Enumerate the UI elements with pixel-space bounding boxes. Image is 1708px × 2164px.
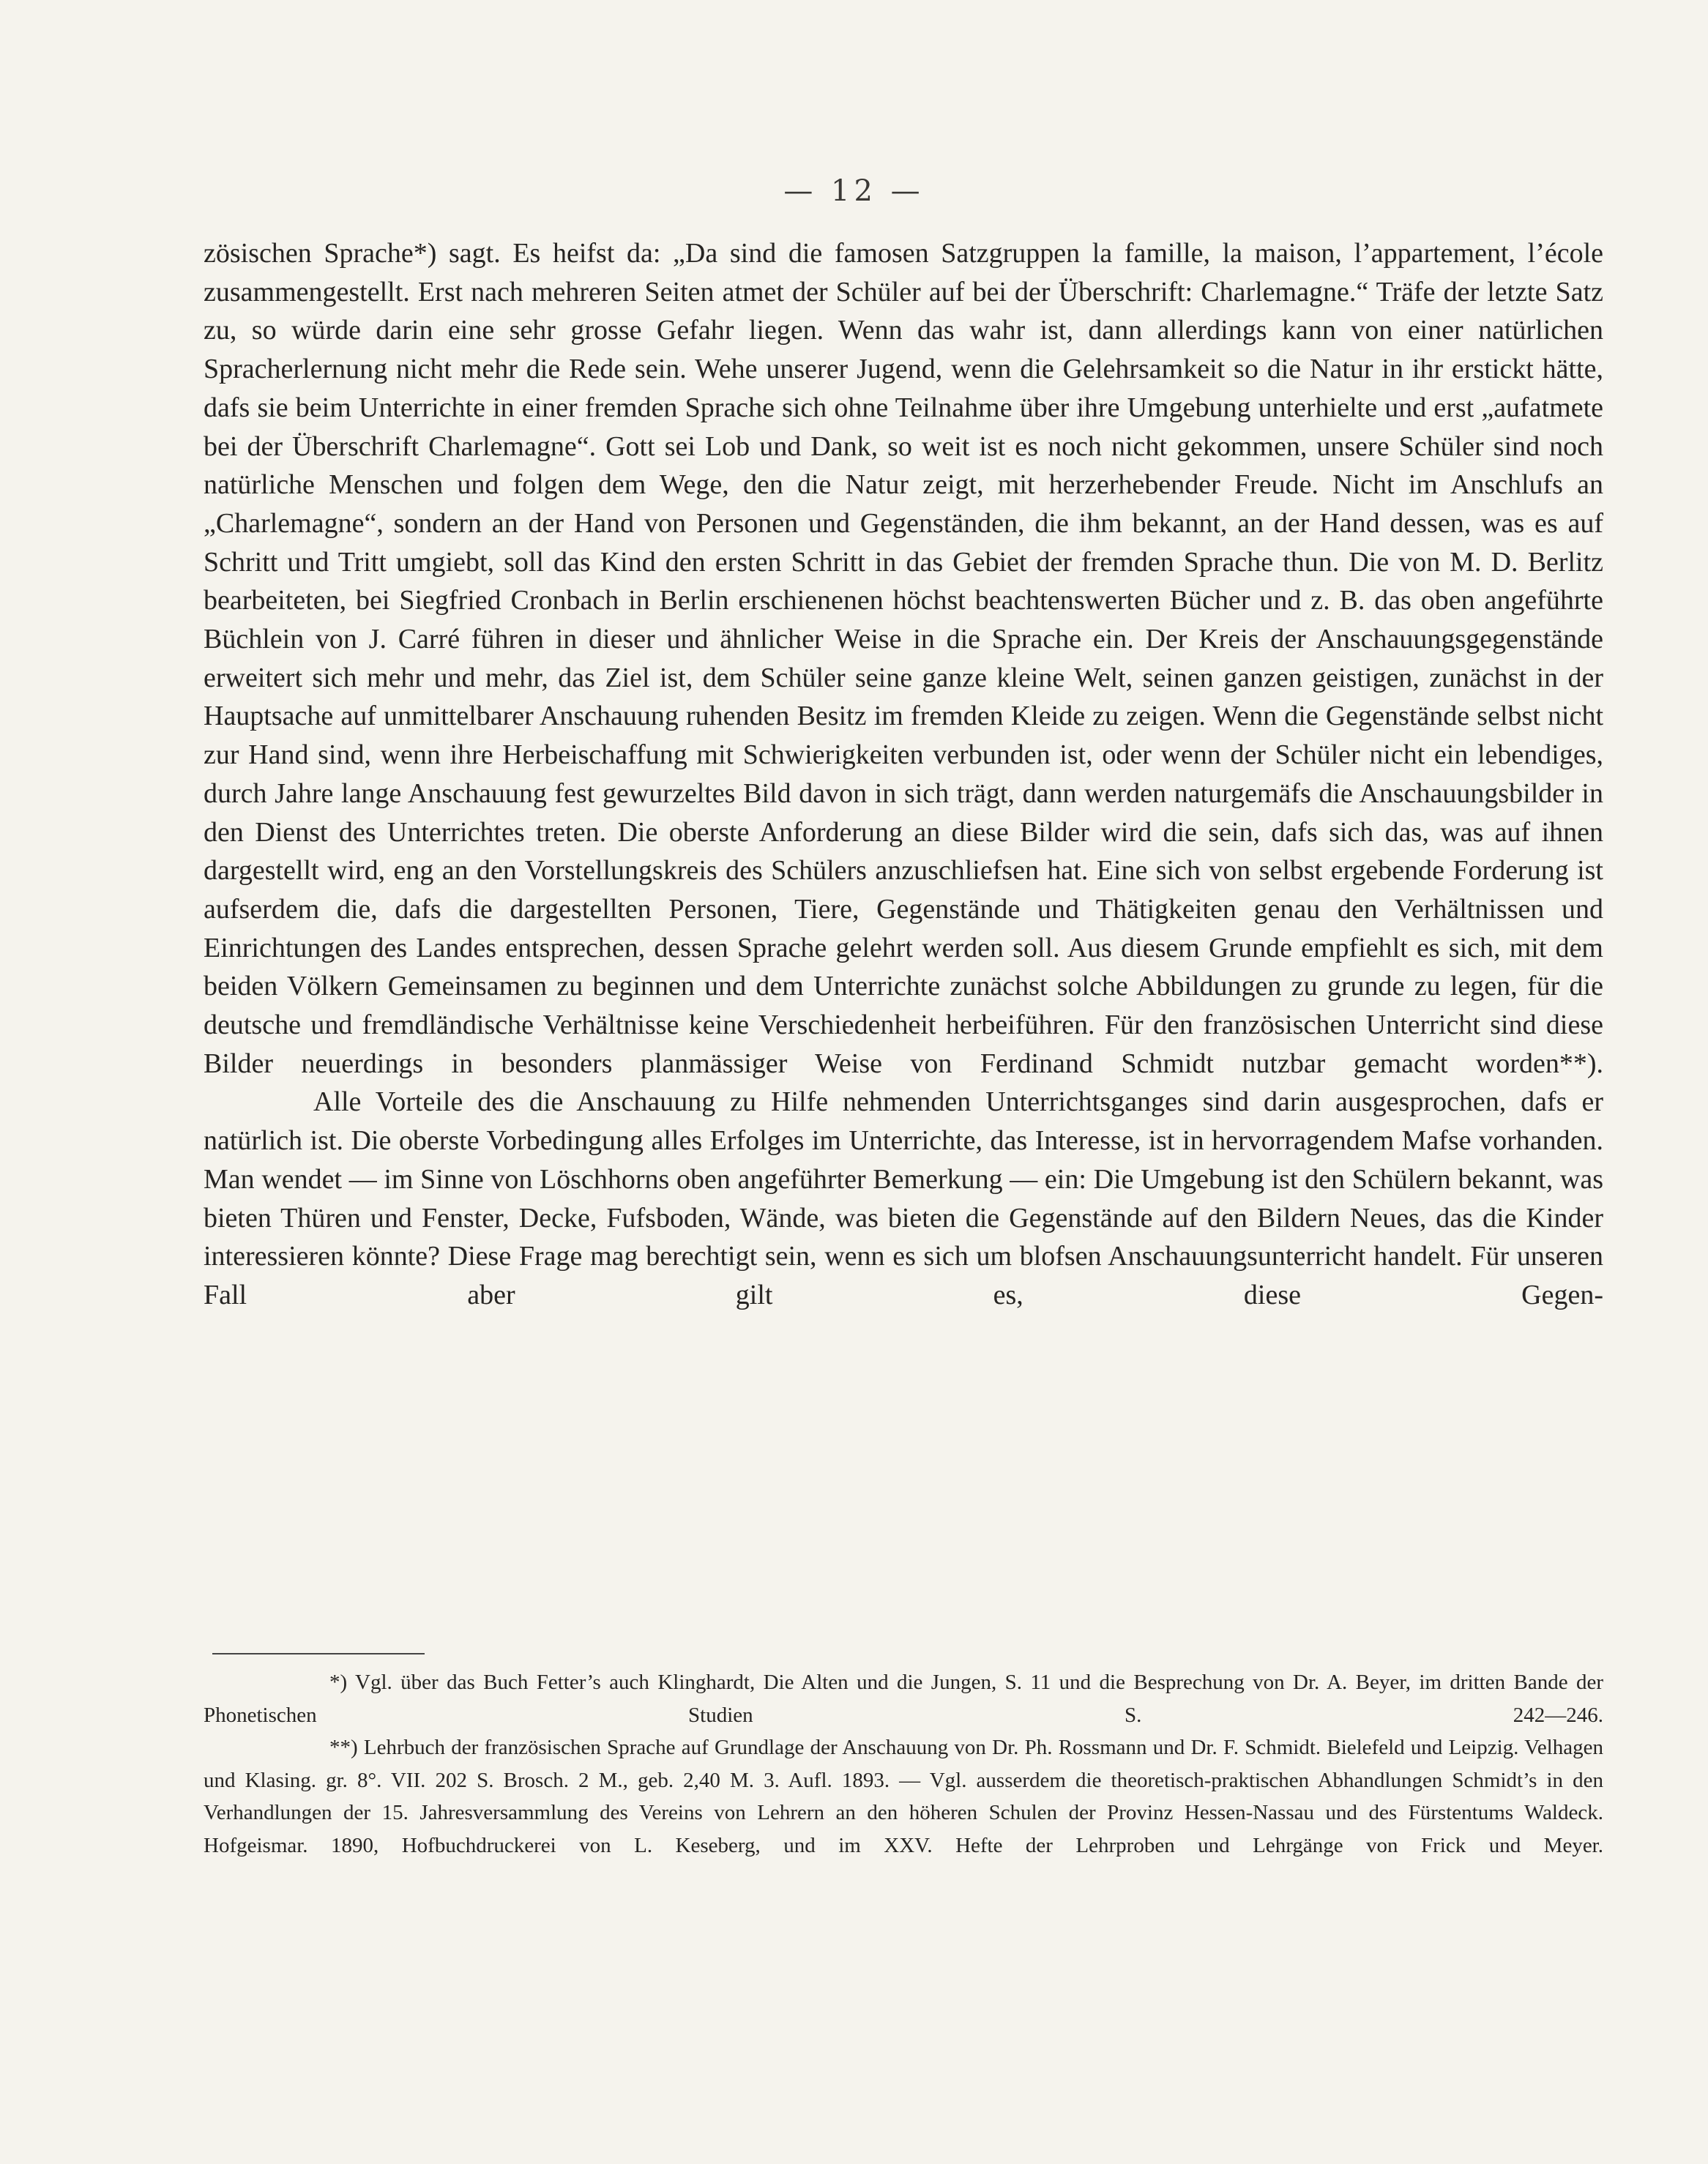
- paragraph-2: Alle Vorteile des die Anschauung zu Hilfe nehmenden Unterrichtsganges sind darin ausgesprochen, dafs er natürlich ist. Die oberste Vorbedingung alles Erfolges im Unterrichte, das Interesse, ist in hervorragendem Mafse vorhanden. Man wendet — im Sinne von Löschhorns oben angeführter Bemerkung — ein: Die Umgebung ist den Schülern bekannt, was bieten Thüren und Fenster, Decke, Fufsboden, Wände, was bieten die Gegenstände auf den Bildern Neues, das die Kinder interessieren könnte? Diese Frage mag berechtigt sein, wenn es sich um blofsen Anschauungsunterricht handelt. Für unseren Fall aber gilt es, diese Gegen-: [204, 1086, 1603, 1310]
- footnote-2: **) Lehrbuch der französischen Sprache auf Grundlage der Anschauung von Dr. Ph. Rossmann und Dr. F. Schmidt. Bielefeld und Leipzig. Velhagen und Klasing. gr. 8°. VII. 202 S. Brosch. 2 M., geb. 2,40 M. 3. Aufl. 1893. — Vgl. ausserdem die theoretisch-praktischen Abhandlungen Schmidt’s in den Verhandlungen der 15. Jahresversammlung des Vereins von Lehrern an den höheren Schulen der Provinz Hessen-Nassau und des Fürstentums Waldeck. Hofgeismar. 1890, Hofbuchdruckerei von L. Keseberg, und im XXV. Hefte der Lehrproben und Lehrgänge von Frick und Meyer.: [204, 1736, 1603, 1857]
- paragraph-1: zösischen Sprache*) sagt. Es heifst da: „Da sind die famosen Satzgruppen la famille, la maison, l’appartement, l’école zusammengestellt. Erst nach mehreren Seiten atmet der Schüler auf bei der Überschrift: Charlemagne.“ Träfe der letzte Satz zu, so würde darin eine sehr grosse Gefahr liegen. Wenn das wahr ist, dann allerdings kann von einer natürlichen Spracherlernung nicht mehr die Rede sein. Wehe unserer Jugend, wenn die Gelehrsamkeit so die Natur in ihr erstickt hätte, dafs sie beim Unterrichte in einer fremden Sprache sich ohne Teilnahme über ihre Umgebung unterhielte und erst „aufatmete bei der Überschrift Charlemagne“. Gott sei Lob und Dank, so weit ist es noch nicht gekommen, unsere Schüler sind noch natürliche Menschen und folgen dem Wege, den die Natur zeigt, mit herzerhebender Freude. Nicht im Anschlufs an „Charlemagne“, sondern an der Hand von Personen und Gegenständen, die ihm bekannt, an der Hand dessen, was es auf Schritt und Tritt umgiebt, soll das Kind den ersten Schritt in das Gebiet der fremden Sprache thun. Die von M. D. Berlitz bearbeiteten, bei Siegfried Cronbach in Berlin erschienenen höchst beachtenswerten Bücher und z. B. das oben angeführte Büchlein von J. Carré führen in dieser und ähnlicher Weise in die Sprache ein. Der Kreis der Anschauungsgegenstände erweitert sich mehr und mehr, das Ziel ist, dem Schüler seine ganze kleine Welt, seinen ganzen geistigen, zunächst in der Hauptsache auf unmittelbarer Anschauung ruhenden Besitz im fremden Kleide zu zeigen. Wenn die Gegenstände selbst nicht zur Hand sind, wenn ihre Herbeischaffung mit Schwierigkeiten verbunden ist, oder wenn der Schüler nicht ein lebendiges, durch Jahre lange Anschauung fest gewurzeltes Bild davon in sich trägt, dann werden naturgemäfs die Anschauungsbilder in den Dienst des Unterrichtes treten. Die oberste Anforderung an diese Bilder wird die sein, dafs sich das, was auf ihnen dargestellt wird, eng an den Vorstellungskreis des Schülers anzuschliefsen hat. Eine sich von selbst ergebende Forderung ist aufserdem die, dafs die dargestellten Personen, Tiere, Gegenstände und Thätigkeiten genau den Verhältnissen und Einrichtungen des Landes entsprechen, dessen Sprache gelehrt werden soll. Aus diesem Grunde empfiehlt es sich, mit dem beiden Völkern Gemeinsamen zu beginnen und dem Unterrichte zunächst solche Abbildungen zu grunde zu legen, für die deutsche und fremdländische Verhältnisse keine Verschiedenheit herbeiführen. Für den französischen Unterricht sind diese Bilder neuerdings in besonders planmässiger Weise von Ferdinand Schmidt nutzbar gemacht worden**).: [204, 238, 1603, 1079]
- footnote-1: *) Vgl. über das Buch Fetter’s auch Klinghardt, Die Alten und die Jungen, S. 11 und die Besprechung von Dr. A. Beyer, im dritten Bande der Phonetischen Studien S. 242—246.: [204, 1671, 1603, 1727]
- body-text: [204, 234, 1603, 1315]
- footnote-rule: [212, 1653, 425, 1654]
- footnotes: [204, 1666, 1603, 1862]
- page-number: — 12 —: [783, 174, 925, 208]
